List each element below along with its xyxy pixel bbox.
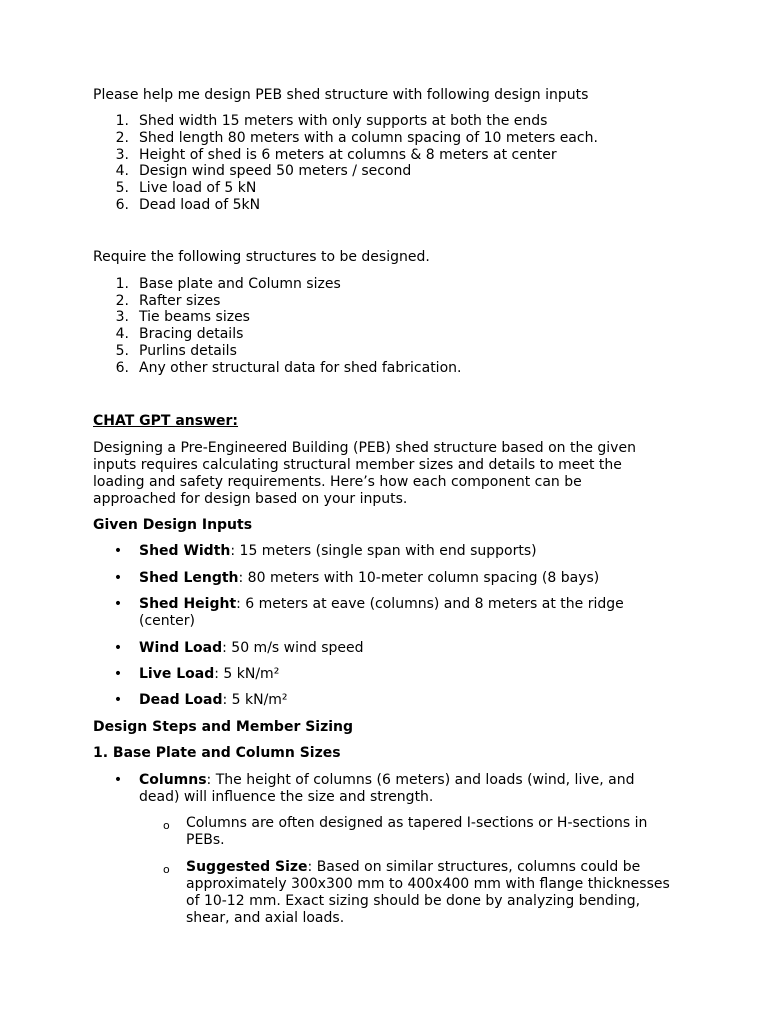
list-text: Live load of 5 kN	[139, 180, 257, 196]
list-number: 3.	[115, 147, 129, 163]
list-text: Columns are often designed as tapered I-sections or H-sections in PEBs.	[186, 815, 648, 848]
list-text: Base plate and Column sizes	[139, 276, 341, 292]
list-text	[139, 543, 679, 560]
list-number: 6.	[115, 197, 129, 213]
item-label: Columns	[139, 772, 207, 788]
bullet-icon: •	[113, 640, 123, 656]
item-value: : 5 kN/m²	[214, 666, 280, 682]
item-label: Suggested Size	[186, 859, 308, 875]
item-label: Shed Width	[139, 543, 231, 559]
item-label: Shed Length	[139, 570, 239, 586]
list-number: 1.	[115, 276, 129, 292]
answer-paragraph: Designing a Pre-Engineered Building (PEB) shed structure based on the given inputs requires calculating structural member sizes and details to meet the loading and safety requirements. Here’s how each component can be approached for design based on your inputs.	[93, 440, 636, 507]
list-number: 4.	[115, 163, 129, 179]
list-text	[139, 640, 679, 657]
item-value: : 6 meters at eave (columns) and 8 meters at the ridge (center)	[139, 596, 624, 629]
list-text	[139, 570, 679, 587]
answer-heading: CHAT GPT answer:	[93, 413, 239, 429]
item-value: : Based on similar structures, columns could be approximately 300x300 mm to 400x400 mm with flange thicknesses of 10-12 mm. Exact sizing should be done by analyzing bending, shear, and axial loads.	[186, 859, 670, 926]
list-text: Height of shed is 6 meters at columns & 8 meters at center	[139, 147, 557, 163]
list-text	[139, 692, 679, 709]
section-heading: 1. Base Plate and Column Sizes	[93, 745, 341, 761]
item-value: : 15 meters (single span with end supports)	[230, 543, 537, 559]
item-value: : The height of columns (6 meters) and loads (wind, live, and dead) will influence the size and strength.	[139, 772, 635, 805]
bullet-icon: •	[113, 570, 123, 586]
list-text: Bracing details	[139, 326, 244, 342]
item-value: : 80 meters with 10-meter column spacing (8 bays)	[238, 570, 600, 586]
requirements-intro: Require the following structures to be designed.	[93, 249, 430, 265]
list-number: 6.	[115, 360, 129, 376]
list-number: 2.	[115, 130, 129, 146]
item-label: Dead Load	[139, 692, 223, 708]
list-text	[139, 596, 649, 630]
list-text	[186, 859, 676, 927]
bullet-icon: •	[113, 596, 123, 612]
list-number: 5.	[115, 343, 129, 359]
item-value: : 5 kN/m²	[222, 692, 288, 708]
item-label: Live Load	[139, 666, 215, 682]
bullet-icon: •	[113, 666, 123, 682]
list-text: Shed width 15 meters with only supports at both the ends	[139, 113, 548, 129]
list-text: Purlins details	[139, 343, 237, 359]
bullet-icon: •	[113, 772, 123, 788]
list-text: Tie beams sizes	[139, 309, 250, 325]
request-intro: Please help me design PEB shed structure with following design inputs	[93, 87, 589, 103]
list-number: 2.	[115, 293, 129, 309]
given-inputs-heading: Given Design Inputs	[93, 517, 253, 533]
list-text: Design wind speed 50 meters / second	[139, 163, 412, 179]
list-text: Any other structural data for shed fabrication.	[139, 360, 462, 376]
item-label: Shed Height	[139, 596, 237, 612]
bullet-icon: •	[113, 692, 123, 708]
list-text: Shed length 80 meters with a column spacing of 10 meters each.	[139, 130, 598, 146]
list-text: Dead load of 5kN	[139, 197, 261, 213]
circle-bullet-icon: o	[163, 819, 170, 832]
list-text	[139, 772, 649, 806]
bullet-icon: •	[113, 543, 123, 559]
list-number: 5.	[115, 180, 129, 196]
list-number: 1.	[115, 113, 129, 129]
item-value: : 50 m/s wind speed	[222, 640, 364, 656]
circle-bullet-icon: o	[163, 863, 170, 876]
list-text: Rafter sizes	[139, 293, 221, 309]
list-text	[139, 666, 679, 683]
design-steps-heading: Design Steps and Member Sizing	[93, 719, 354, 735]
list-number: 4.	[115, 326, 129, 342]
item-label: Wind Load	[139, 640, 223, 656]
list-number: 3.	[115, 309, 129, 325]
